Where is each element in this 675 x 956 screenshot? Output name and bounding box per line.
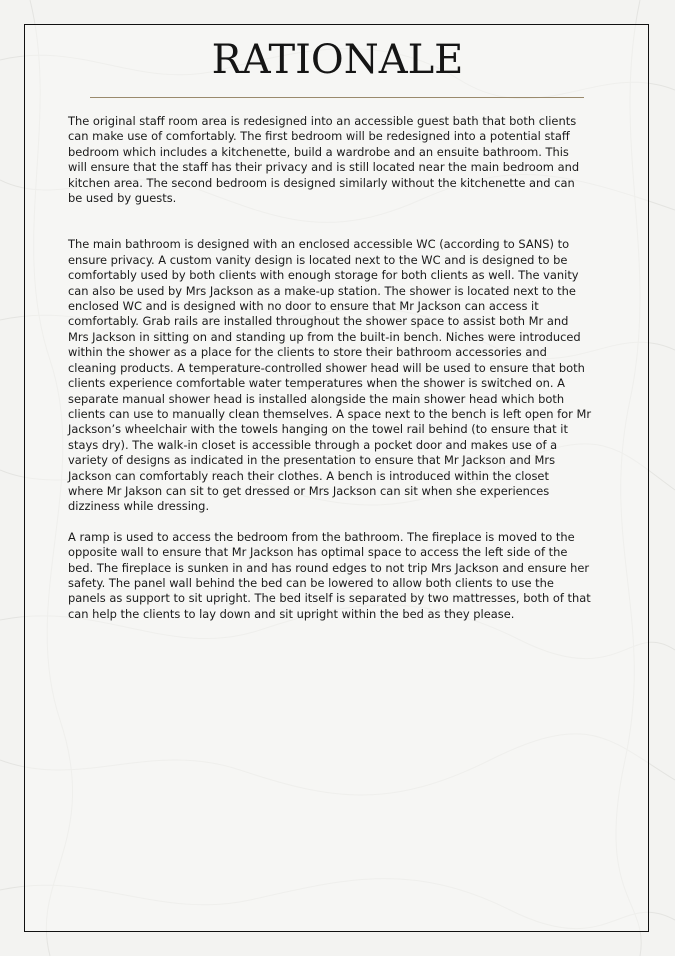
- paragraph-bedrooms: The original staff room area is redesigned into an accessible guest bath that both clients can make use of comfortably. The first bedroom will be redesigned into a potential staff bedroom which includes a kitchenette, build a wardrobe and an ensuite bathroom. This will ensure that the staff has their privacy and is still located near the main bedroom and kitchen area. The second bedroom is designed similarly without the kitchenette and can be used by guests.: [68, 114, 580, 206]
- page-title: RATIONALE: [211, 37, 464, 83]
- rationale-body: [68, 114, 614, 622]
- paragraph-bedroom-ramp: A ramp is used to access the bedroom from the bathroom. The fireplace is moved to the opposite wall to ensure that Mr Jackson has optimal space to access the left side of the bed. The fireplace is sunken in and has round edges to not trip Mrs Jackson and ensure her safety. The panel wall behind the bed can be lowered to allow both clients to use the panels as support to sit upright. The bed itself is separated by two mattresses, both of that can help the clients to lay down and sit upright within the bed as they please.: [68, 529, 591, 621]
- title-divider: [90, 97, 584, 98]
- paragraph-main-bathroom: The main bathroom is designed with an enclosed accessible WC (according to SANS) to ensure privacy. A custom vanity design is located next to the WC and is designed to be comfortably used by both clients with enough storage for both clients as well. The vanity can also be used by Mrs Jackson as a make-up station. The shower is located next to the enclosed WC and is designed with no door to ensure that Mr Jackson can access it comfortably. Grab rails are installed throughout the shower space to assist both Mr and Mrs Jackson in sitting on and standing up from the built-in bench. Niches were introduced within the shower as a place for the clients to store their bathroom accessories and cleaning products. A temperature-controlled shower head will be used to ensure that both clients experience comfortable water temperatures when the shower is switched on. A separate manual shower head is installed alongside the main shower head which both clients can use to manually clean themselves. A space next to the bench is left open for Mr Jackson’s wheelchair with the towels hanging on the towel rail behind (to ensure that it stays dry). The walk-in closet is accessible through a pocket door and makes use of a variety of designs as indicated in the presentation to ensure that Mr Jackson and Mrs Jackson can comfortably reach their clothes. A bench is introduced within the closet where Mr Jakson can sit to get dressed or Mrs Jackson can sit when she experiences dizziness while dressing.: [68, 237, 592, 514]
